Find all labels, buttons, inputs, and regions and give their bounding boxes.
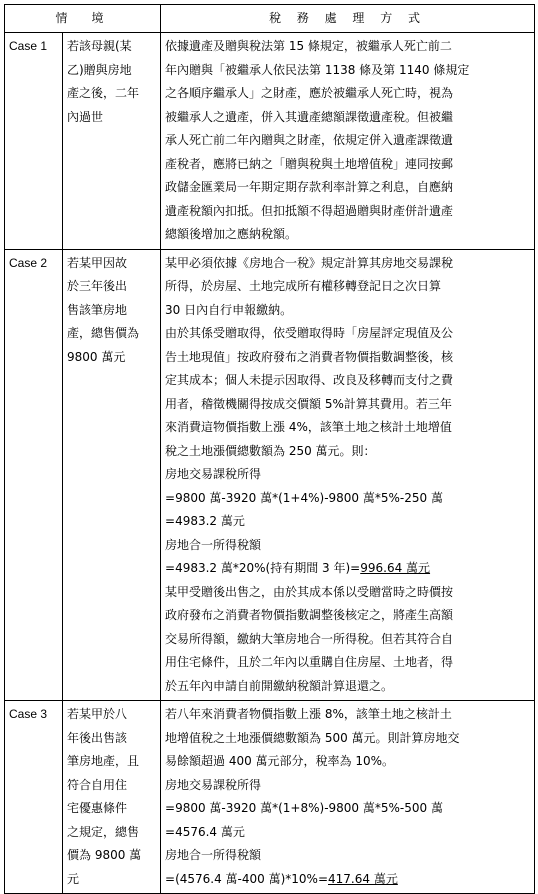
situation-line: 若某甲因故 [67,255,128,270]
method-line: 房地交易課稅所得 [165,467,262,481]
method-line: 依據遺產及贈與稅法第 15 條規定，被繼承人死亡前二 [165,39,452,53]
formula-result: 417.64 萬元 [328,871,398,886]
situation-line: 筆房地產，且 [67,754,140,768]
situation-line: 產之後，二年 [67,86,140,100]
situation-cell [63,249,161,701]
method-line: 總額後增加之應納稅額。 [165,227,298,241]
method-line: 承人死亡前二年內贈與之財產，依規定併入遺產課徵遺 [165,133,454,147]
method-line: 用者，稽徵機關得按成交價額 5%計算其費用。若三年 [165,396,452,411]
situation-line: 宅優惠條件 [67,801,128,815]
case-label: Case 2 [5,249,63,701]
formula-prefix: =(4576.4 萬-400 萬)*10%= [165,871,329,886]
method-line: 房地合一所得稅額 [165,848,262,862]
situation-line: 之規定，總售 [67,824,140,839]
header-situation: 情 境 [5,5,161,33]
case-label: Case 1 [5,33,63,250]
method-line: 之各順序繼承人」之財產，應於被繼承人死亡時，視為 [165,86,454,100]
method-line: 房地交易課稅所得 [165,777,262,792]
table-row [5,701,535,894]
method-line: 政府發布之消費者物價指數調整後核定之，將產生高額 [165,608,454,622]
situation-line: 年後出售該 [67,730,128,745]
method-line: 告土地現值」按政府發布之消費者物價指數調整後，核 [165,349,454,364]
method-line: 政儲金匯業局一年期定期存款利率計算之利息，自應納 [165,180,454,194]
method-line: 所得，於房屋、土地完成所有權移轉登記日之次日算 [165,279,442,293]
method-line: 於五年內申請自前開繳納稅額計算退還之。 [165,678,394,693]
header-row [5,5,535,33]
situation-line: 於三年後出 [67,279,128,293]
situation-line: 符合自用住 [67,777,128,792]
header-method: 稅 務 處 理 方 式 [161,5,535,33]
formula-line [165,557,530,581]
method-line: 某甲受贈後出售之，由於其成本係以受贈當時之時價按 [165,584,454,599]
tax-treatment-table [4,4,535,894]
situation-cell [63,33,161,250]
method-line: =9800 萬-3920 萬*(1+8%)-9800 萬*5%-500 萬 [165,801,443,815]
situation-line: 乙)贈與房地 [67,62,132,77]
method-line: 年內贈與「被繼承人依民法第 1138 條及第 1140 條規定 [165,62,470,77]
method-cell [161,701,535,894]
formula-result: 996.64 萬元 [360,561,431,575]
method-cell [161,33,535,250]
case-label: Case 3 [5,701,63,894]
situation-line: 內過世 [67,109,104,124]
method-line: 來消費這物價指數上漲 4%，該筆土地之核計土地增值 [165,420,452,434]
method-line: 稅之土地漲價總數額為 250 萬元。則： [165,443,376,458]
formula-prefix: =4983.2 萬*20%(持有期間 3 年)= [165,561,361,575]
method-line: 產稅者，應將已納之「贈與稅與土地增值稅」連同按郵 [165,156,454,171]
method-line: 交易所得額，繳納大筆房地合一所得稅。但若其符合自 [165,631,454,646]
table-row [5,249,535,701]
method-line: 某甲必須依據《房地合一稅》規定計算其房地交易課稅 [165,255,454,270]
method-line: 遺產稅額內扣抵。但扣抵額不得超過贈與財產併計遺產 [165,203,454,218]
method-line: 定其成本；個人未提示因取得、改良及移轉而支付之費 [165,373,454,387]
situation-line: 若某甲於八 [67,707,128,721]
situation-cell [63,701,161,894]
method-line: =9800 萬-3920 萬*(1+4%)-9800 萬*5%-250 萬 [165,490,443,505]
situation-line: 售該筆房地 [67,302,128,317]
situation-line: 9800 萬元 [67,349,126,364]
method-line: 被繼承人之遺產，併入其遺產總額課徵遺產稅。但被繼 [165,109,454,124]
method-line: =4983.2 萬元 [165,514,245,528]
method-line: =4576.4 萬元 [165,824,245,839]
situation-line: 元 [67,871,80,886]
method-cell [161,249,535,701]
formula-line [165,868,530,892]
method-line: 若八年來消費者物價指數上漲 8%，該筆土地之核計土 [165,707,452,721]
method-line: 30 日內自行申報繳納。 [165,302,293,317]
table-row [5,33,535,250]
situation-line: 價為 9800 萬 [67,848,142,862]
method-line: 由於其係受贈取得，依受贈取得時「房屋評定現值及公 [165,326,454,340]
method-line: 房地合一所得稅額 [165,537,262,552]
method-line: 用住宅條件，且於二年內以重購自住房屋、土地者，得 [165,655,454,669]
situation-line: 若該母親(某 [67,39,132,53]
method-line: 地增值稅之土地漲價總數額為 500 萬元。則計算房地交 [165,730,460,745]
situation-line: 產，總售價為 [67,326,140,340]
method-line: 易餘額超過 400 萬元部分，稅率為 10%。 [165,754,395,768]
